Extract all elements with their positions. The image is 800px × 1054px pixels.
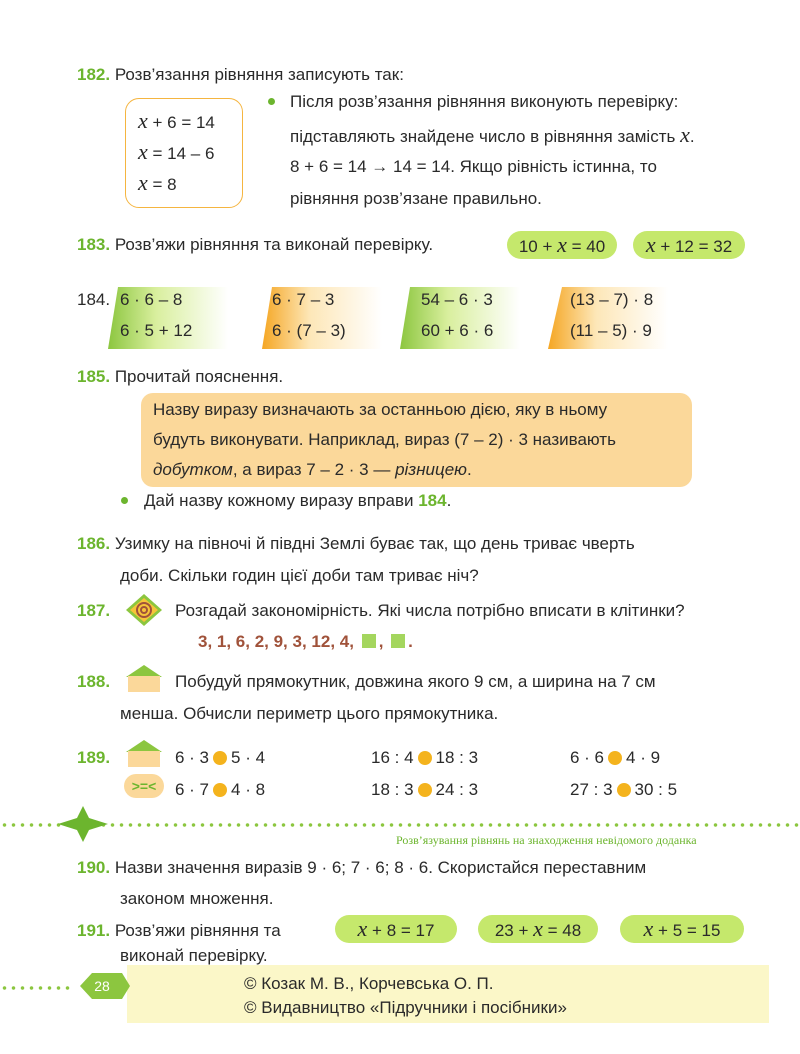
explanation-box <box>141 393 692 487</box>
expression: 54 – 6 · 3 <box>421 290 493 309</box>
compare-dot <box>418 751 432 765</box>
bullet-text: Дай назву кожному виразу вправи 184. <box>144 491 452 510</box>
eq-line-2: x = 14 – 6 <box>138 139 215 164</box>
compare-dot <box>608 751 622 765</box>
comparison: 6 · 7 4 · 8 <box>175 780 266 799</box>
footer-dotted-line <box>0 985 70 991</box>
exercise-186-line2: доби. Скільки годин цієї доби там триває ніч? <box>120 566 479 585</box>
exercise-190-line1: 190. Назви значення виразів 9 · 6; 7 · 6; 8 · 6. Скористайся переставним <box>77 858 647 877</box>
expression: 60 + 6 · 6 <box>421 321 494 340</box>
comparison: 27 : 3 30 : 5 <box>570 780 678 799</box>
exercise-number: 190. <box>77 858 111 877</box>
exercise-text: Розв’яжи рівняння та виконай перевірку. <box>114 235 434 254</box>
exercise-185-header <box>77 366 283 388</box>
blank-cell <box>391 634 405 648</box>
exercise-191-line2: виконай перевірку. <box>120 946 268 965</box>
exercise-text: Прочитай пояснення. <box>114 367 284 386</box>
exercise-182-header <box>77 64 404 86</box>
dotted-divider <box>0 822 800 828</box>
copyright-line: © Видавництво «Підручники і посібники» <box>244 998 567 1017</box>
exercise-number: 183. <box>77 235 111 254</box>
exercise-183-header <box>77 234 433 256</box>
expression: (11 – 5) · 9 <box>570 321 652 340</box>
comparison: 6 · 3 5 · 4 <box>175 748 266 767</box>
compare-icon: >=< <box>124 774 164 798</box>
exercise-text: менша. Обчисли периметр цього прямокутника. <box>120 704 499 723</box>
equation-pill: x + 12 = 32 <box>633 231 745 259</box>
exercise-text: Розв’язання рівняння записують так: <box>114 65 404 84</box>
comparison: 16 : 4 18 : 3 <box>371 748 479 767</box>
exercise-number: 191. <box>77 921 111 940</box>
expression: 6 · (7 – 3) <box>272 321 346 340</box>
bullet-dot <box>121 497 128 504</box>
expression: (13 – 7) · 8 <box>570 290 654 309</box>
exercise-number: 184. <box>77 290 111 309</box>
explanation-line: добутком, а вираз 7 – 2 · 3 — різницею. <box>153 460 472 479</box>
exercise-text: Розгадай закономірність. Які числа потрібно вписати в клітинки? <box>175 601 685 620</box>
equation-pill: x + 5 = 15 <box>620 915 744 943</box>
exercise-text: Побудуй прямокутник, довжина якого 9 см, а ширина на 7 см <box>175 672 656 691</box>
copyright-line: © Козак М. В., Корчевська О. П. <box>244 974 494 993</box>
page-number-badge <box>72 971 130 1001</box>
bullet-line-4: рівняння розв’язане правильно. <box>290 189 542 208</box>
compare-dot <box>213 751 227 765</box>
comparison: 18 : 3 24 : 3 <box>371 780 479 799</box>
exercise-number: 185. <box>77 367 111 386</box>
equation-pill: 23 + x = 48 <box>478 915 598 943</box>
number-sequence: 3, 1, 6, 2, 9, 3, 12, 4, , . <box>198 632 413 651</box>
exercise-number: 182. <box>77 65 111 84</box>
exercise-number: 187. <box>77 601 111 620</box>
compare-dot <box>213 783 227 797</box>
compare-dot <box>418 783 432 797</box>
blank-cell <box>362 634 376 648</box>
eq-line-1: x + 6 = 14 <box>138 108 215 133</box>
exercise-number: 186. <box>77 534 111 553</box>
exercise-191-line1: 191. Розв’яжи рівняння та <box>77 921 281 940</box>
house-icon <box>124 663 164 693</box>
copyright-box <box>127 965 769 1023</box>
house-icon <box>124 738 164 768</box>
exercise-186-line1: 186. Узимку на півночі й півдні Землі буває так, що день триває чверть <box>77 534 635 553</box>
bullet-line-1: Після розв’язання рівняння виконують перевірку: <box>290 92 679 111</box>
bullet-line-2: підставляють знайдене число в рівняння замість x. <box>290 122 695 147</box>
expression: 6 · 5 + 12 <box>120 321 193 340</box>
section-caption: Розв’язування рівнянь на знаходження невідомого доданка <box>396 833 697 847</box>
explanation-line: будуть виконувати. Наприклад, вираз (7 – 2) · 3 називають <box>153 430 616 449</box>
bullet-dot <box>268 98 275 105</box>
equation-pill: x + 8 = 17 <box>335 915 457 943</box>
page-number: 28 <box>94 978 110 994</box>
explanation-line: Назву виразу визначають за останньою дією, яку в ньому <box>153 400 608 419</box>
bullet-line-3: 8 + 6 = 14 → 14 = 14. Якщо рівність істинна, то <box>290 157 657 176</box>
exercise-number: 188. <box>77 672 111 691</box>
equation-pill: 10 + x = 40 <box>507 231 617 259</box>
puzzle-icon <box>124 592 164 628</box>
eq-line-3: x = 8 <box>138 170 177 195</box>
exercise-190-line2: законом множення. <box>120 889 274 908</box>
compare-dot <box>617 783 631 797</box>
divider-star-icon <box>58 806 108 842</box>
expression: 6 · 6 – 8 <box>120 290 183 309</box>
comparison: 6 · 6 4 · 9 <box>570 748 661 767</box>
expression: 6 · 7 – 3 <box>272 290 335 309</box>
exercise-number: 189. <box>77 748 111 767</box>
equation-solution-box <box>125 98 243 208</box>
